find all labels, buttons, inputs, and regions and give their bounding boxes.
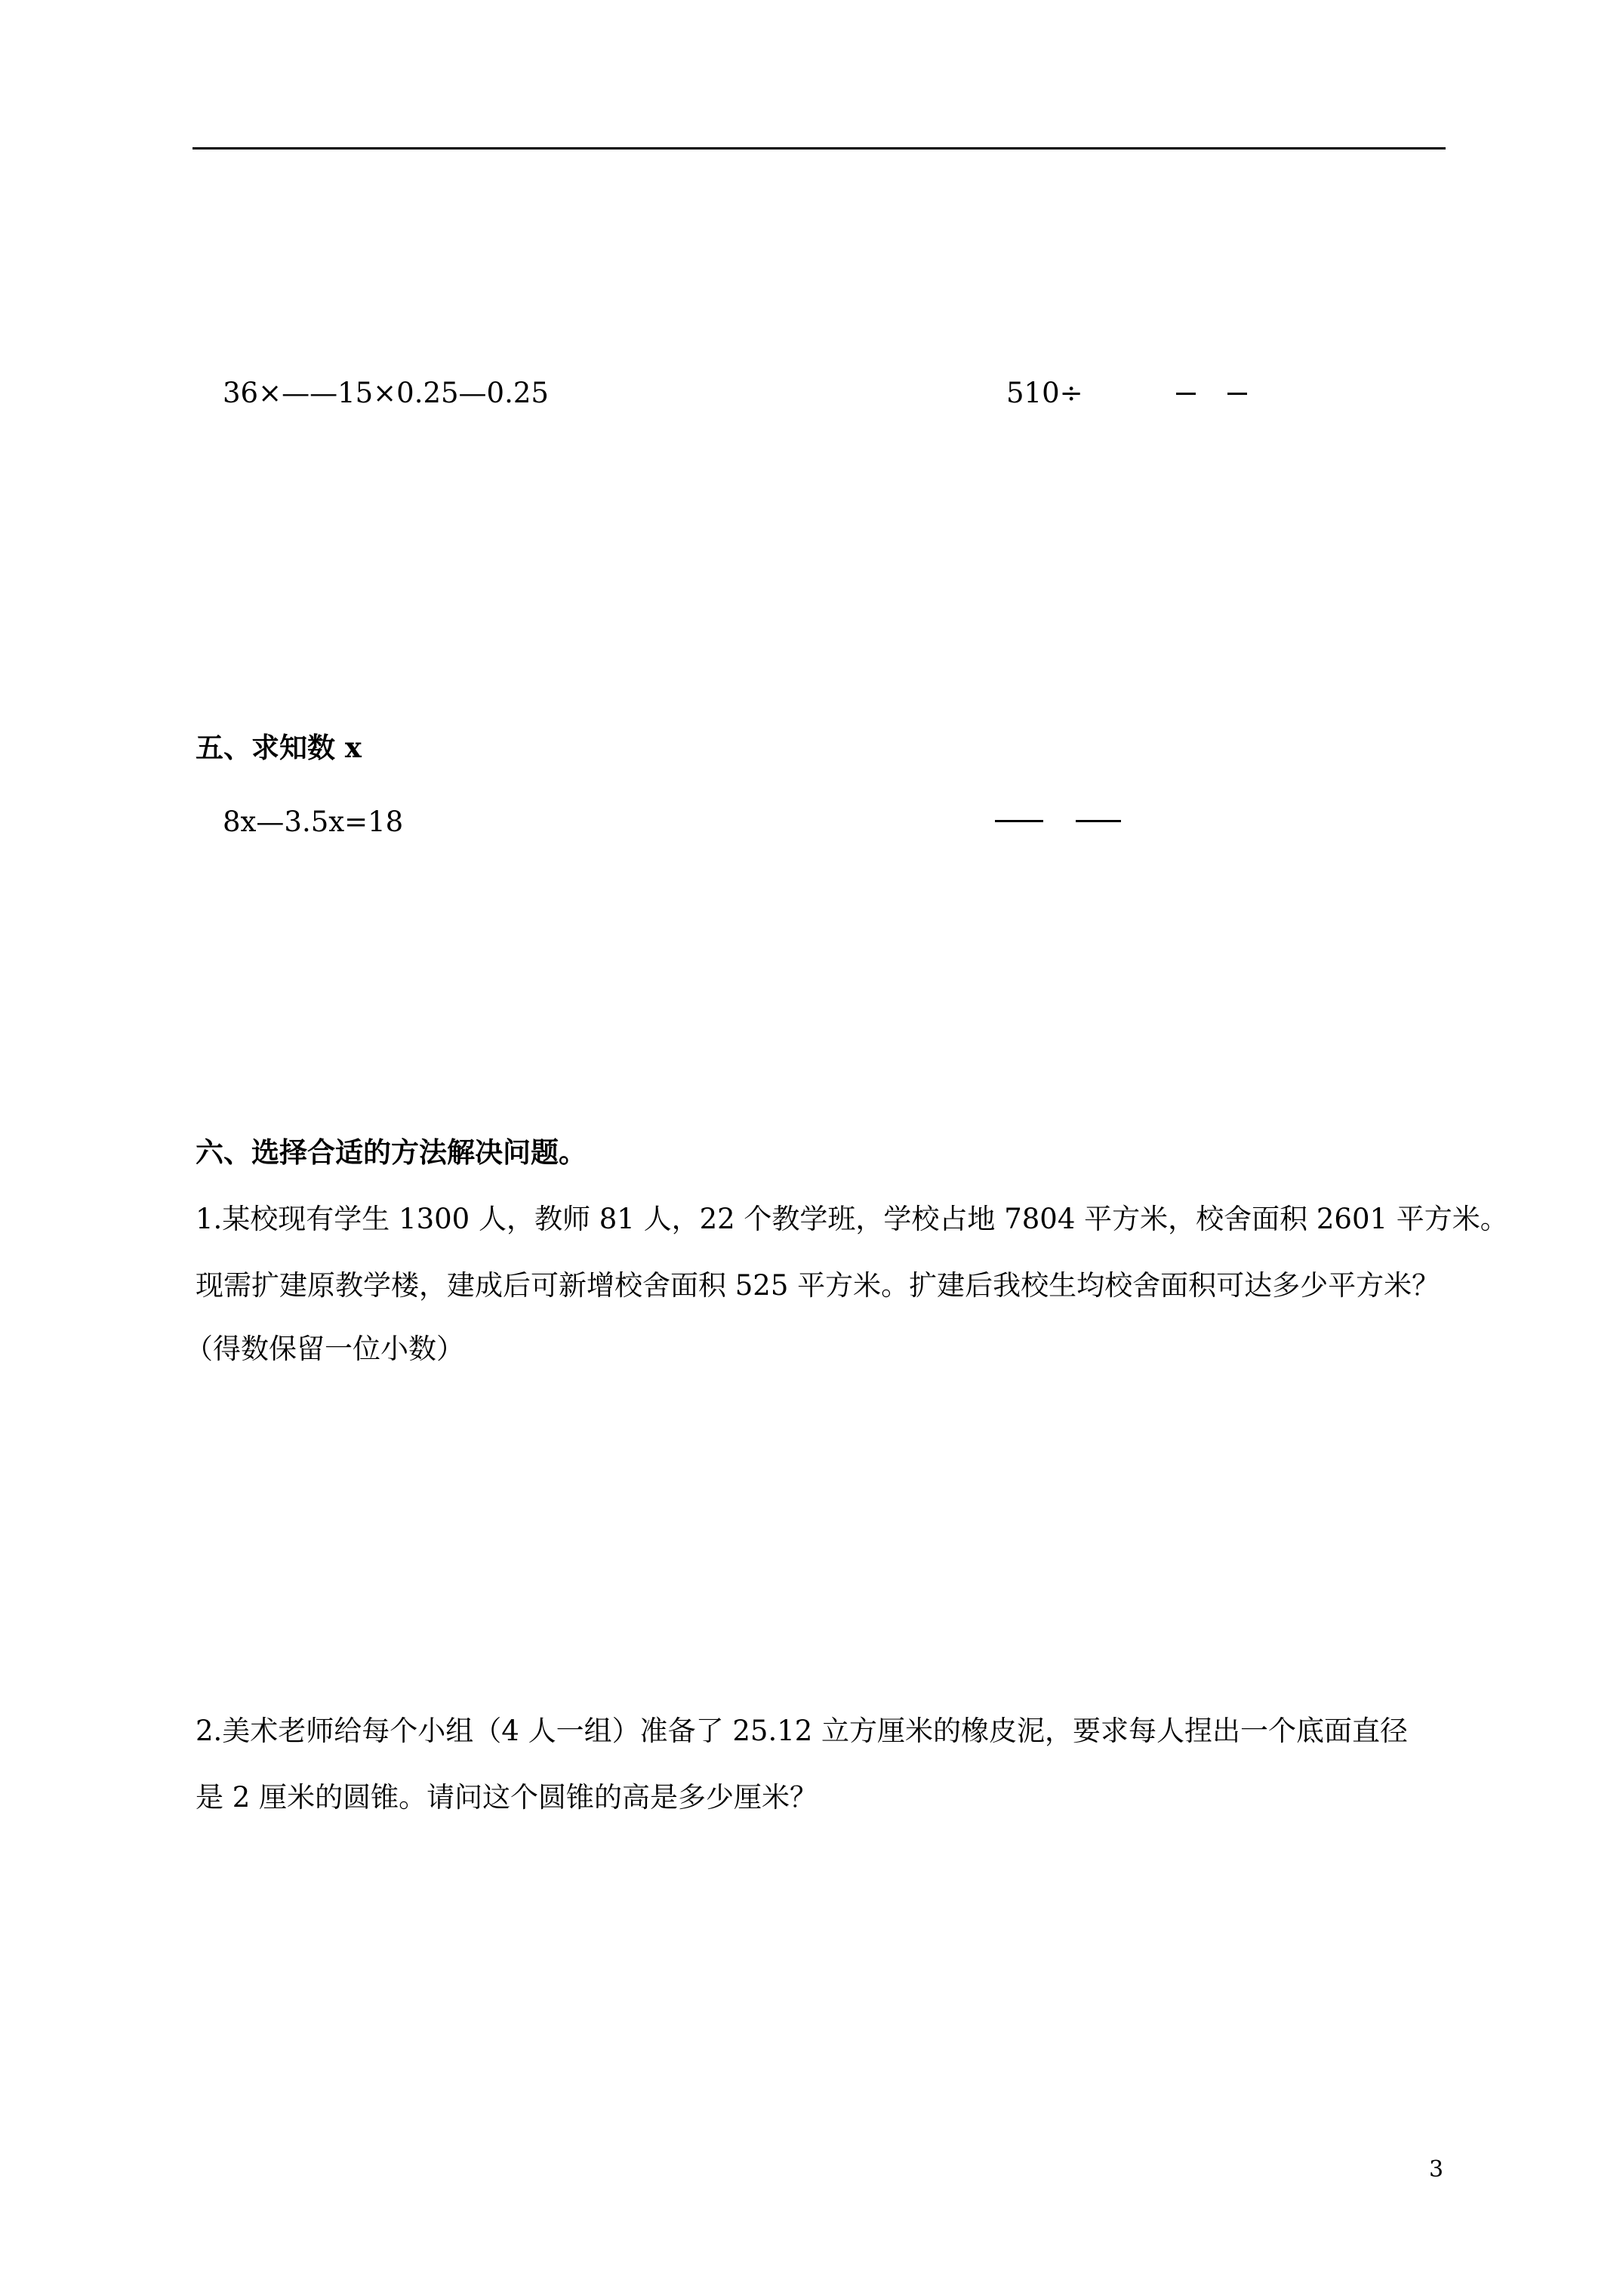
fraction-bar	[1076, 820, 1121, 822]
problem-1-line-3: （得数保留一位小数）	[185, 1333, 464, 1365]
problem-2-line-1: 2.美术老师给每个小组（4 人一组）准备了 25.12 立方厘米的橡皮泥，要求每人捏出一个底面直径	[196, 1715, 1409, 1747]
fraction-bar	[1227, 393, 1247, 395]
problem-1-line-1: 1.某校现有学生 1300 人，教师 81 人，22 个教学班，学校占地 7804 平方米，校舍面积 2601 平方米。	[196, 1203, 1508, 1235]
problem-2-line-2: 是 2 厘米的圆锥。请问这个圆锥的高是多少厘米？	[196, 1781, 818, 1814]
page-number: 3	[1429, 2156, 1444, 2183]
header-rule	[192, 147, 1446, 149]
section-5-title: 五、求知数 x	[196, 731, 362, 764]
calc-expression-1: 36×——15×0.25—0.25	[223, 377, 549, 409]
fraction-bar	[995, 820, 1043, 822]
equation-1: 8x—3.5x=18	[223, 806, 404, 838]
fraction-bar	[1176, 393, 1196, 395]
calc-expression-2: 510÷	[1006, 377, 1083, 409]
problem-1-line-2: 现需扩建原教学楼，建成后可新增校舍面积 525 平方米。扩建后我校生均校舍面积可达多少平方米？	[196, 1269, 1440, 1302]
section-6-title: 六、选择合适的方法解决问题。	[196, 1136, 587, 1169]
